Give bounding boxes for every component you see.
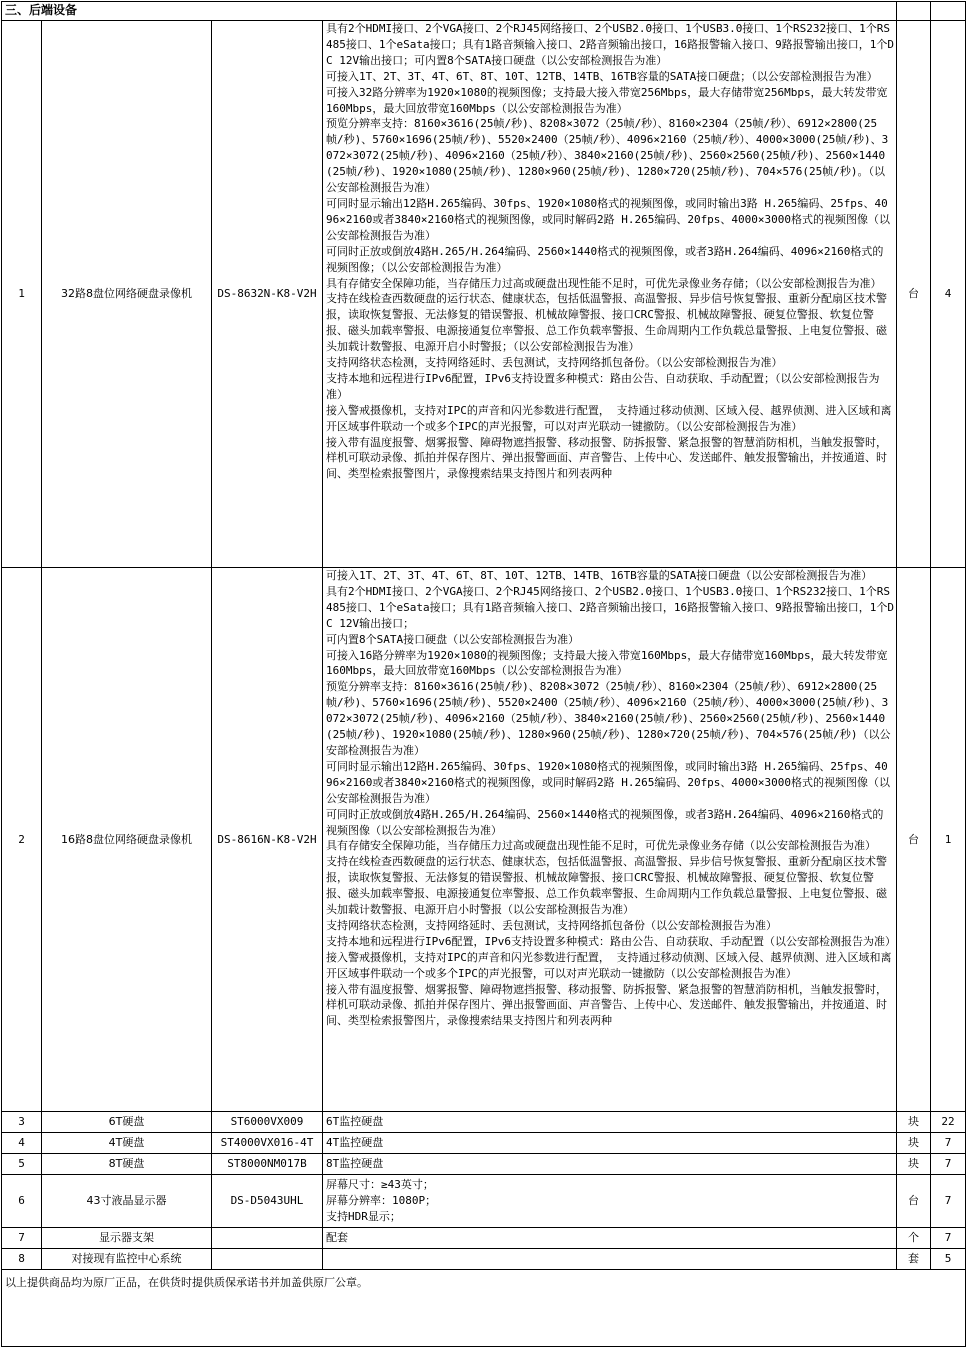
model-number: ST8000NM017B [212, 1154, 323, 1175]
unit: 块 [897, 1154, 931, 1175]
section-header-empty [931, 2, 966, 21]
row-number: 8 [2, 1249, 42, 1270]
product-name: 8T硬盘 [42, 1154, 212, 1175]
spec-line: 支持网络状态检测，支持网络延时、丢包测试，支持网络抓包备份（以公安部检测报告为准） [326, 918, 777, 932]
spec-line: 预览分辨率支持：8160×3616(25帧/秒)、8208×3072（25帧/秒）、8160×2304（25帧/秒）、6912×2800(25帧/秒)、5760×1696(25帧/秒)、5520×2400（25帧/秒）、4096×2160（25帧/秒）、4000×3000(25帧/秒)、3072×3072(25帧/秒)、4096×2160（25帧/秒）、3840×2160(25帧/秒)、2560×2560(25帧/秒)、2560×1440(25帧/秒)、1920×1080(25帧/秒)、1280×960(25帧/秒)、1280×720(25帧/秒)、704×576(25帧/秒)。（以公安部检测报告为准） [326, 117, 889, 195]
section-header-row [2, 2, 966, 21]
model-number [212, 1249, 323, 1270]
product-name: 4T硬盘 [42, 1133, 212, 1154]
table-row [2, 1133, 966, 1154]
product-name: 显示器支架 [42, 1228, 212, 1249]
table-row [2, 21, 966, 568]
spec-description [323, 1249, 897, 1270]
spec-line: 可同时正放或倒放4路H.265/H.264编码、2560×1440格式的视频图像，或者3路H.264编码、4096×2160格式的视频图像；（以公安部检测报告为准） [326, 244, 884, 274]
row-number: 5 [2, 1154, 42, 1175]
spec-line: 可同时显示输出12路H.265编码、30fps、1920×1080格式的视频图像，或同时输出3路 H.265编码、25fps、4096×2160或者3840×2160格式的视频图像，或同时解码2路 H.265编码、20fps、4000×3000格式的视频图像（以公安部检测报告为准） [326, 196, 891, 242]
spec-line: 屏幕分辨率：1080P； [326, 1194, 437, 1208]
product-name: 6T硬盘 [42, 1112, 212, 1133]
spec-line: 支持HDR显示； [326, 1209, 401, 1223]
spec-line: 具有存储安全保障功能，当存储压力过高或硬盘出现性能不足时，可优先录像业务存储（以公安部检测报告为准） [326, 839, 876, 853]
quantity: 5 [931, 1249, 966, 1270]
spec-line: 具有存储安全保障功能，当存储压力过高或硬盘出现性能不足时，可优先录像业务存储；（以公安部检测报告为准） [326, 276, 882, 290]
spec-line: 4T监控硬盘 [326, 1136, 384, 1150]
spec-line: 接入带有温度报警、烟雾报警、障碍物遮挡报警、移动报警、防拆报警、紧急报警的智慧消防相机，当触发报警时，样机可联动录像、抓拍并保存图片、弹出报警画面、声音警告、上传中心、发送邮件、触发报警输出，并按通道、时间、类型检索报警图片，录像搜索结果支持图片和列表两种 [326, 435, 887, 481]
spec-description [323, 21, 897, 568]
spec-line: 接入带有温度报警、烟雾报警、障碍物遮挡报警、移动报警、防拆报警、紧急报警的智慧消防相机，当触发报警时，样机可联动录像、抓拍并保存图片、弹出报警画面、声音警告、上传中心、发送邮件、触发报警输出，并按通道、时间、类型检索报警图片，录像搜索结果支持图片和列表两种 [326, 982, 887, 1028]
spec-line: 可接入32路分辨率为1920×1080的视频图像；支持最大接入带宽256Mbps，最大存储带宽256Mbps，最大转发带宽160Mbps，最大回放带宽160Mbps（以公安部检测报告为准） [326, 85, 888, 115]
equipment-table-body [2, 2, 966, 1347]
model-number: DS-D5043UHL [212, 1175, 323, 1228]
spec-line: 支持在线检查西数硬盘的运行状态、健康状态，包括低温警报、高温警报、异步信号恢复警报、重新分配扇区技术警报，读取恢复警报、无法修复的错误警报、机械故障警报、接口CRC警报、机械故障警报、硬复位警报、软复位警报、磁头加载率警报、电源接通复位率警报、总工作负载率警报、生命周期内工作负载总量警报、上电复位警报、磁头加载计数警报、电源开启小时警报；（以公安部检测报告为准） [326, 292, 887, 354]
spec-line: 可接入16路分辨率为1920×1080的视频图像；支持最大接入带宽160Mbps，最大存储带宽160Mbps，最大转发带宽160Mbps，最大回放带宽160Mbps（以公安部检测报告为准） [326, 648, 888, 678]
model-number: DS-8616N-K8-V2H [212, 568, 323, 1112]
row-number: 7 [2, 1228, 42, 1249]
row-number: 1 [2, 21, 42, 568]
unit: 台 [897, 21, 931, 568]
spec-line: 可同时正放或倒放4路H.265/H.264编码、2560×1440格式的视频图像，或者3路H.264编码、4096×2160格式的视频图像（以公安部检测报告为准） [326, 807, 884, 837]
table-row [2, 1154, 966, 1175]
quantity: 7 [931, 1133, 966, 1154]
section-title: 三、后端设备 [2, 2, 897, 21]
spec-description [323, 1154, 897, 1175]
spec-line: 接入警戒摄像机，支持对IPC的声音和闪光参数进行配置， 支持通过移动侦测、区域入侵、越界侦测、进入区域和离开区域事件联动一个或多个IPC的声光报警，可以对声光联动一键撤防（以公安部检测报告为准） [326, 950, 892, 980]
footer-note: 以上提供商品均为原厂正品，在供货时提供质保承诺书并加盖供原厂公章。 [2, 1270, 966, 1347]
spec-line: 具有2个HDMI接口、2个VGA接口、2个RJ45网络接口、2个USB2.0接口、1个USB3.0接口、1个RS232接口、1个RS485接口、1个eSata接口；具有1路音频输入接口、2路音频输出接口，16路报警输入接口、9路报警输出接口，1个DC 12V输出接口；可内置8个SATA接口硬盘（以公安部检测报告为准） [326, 22, 894, 67]
unit: 套 [897, 1249, 931, 1270]
quantity: 7 [931, 1154, 966, 1175]
spec-description [323, 1133, 897, 1154]
unit: 个 [897, 1228, 931, 1249]
spec-line: 可同时显示输出12路H.265编码、30fps、1920×1080格式的视频图像，或同时输出3路 H.265编码、25fps、4096×2160或者3840×2160格式的视频图像，或同时解码2路 H.265编码、20fps、4000×3000格式的视频图像（以公安部检测报告为准） [326, 759, 891, 805]
row-number: 6 [2, 1175, 42, 1228]
spec-line: 支持网络状态检测，支持网络延时、丢包测试，支持网络抓包备份。（以公安部检测报告为准） [326, 356, 783, 370]
spec-description [323, 568, 897, 1112]
quantity: 7 [931, 1228, 966, 1249]
spec-description [323, 1175, 897, 1228]
spec-line: 支持本地和远程进行IPv6配置，IPv6支持设置多种模式：路由公告、自动获取、手动配置；（以公安部检测报告为准） [326, 371, 880, 401]
model-number: ST4000VX016-4T [212, 1133, 323, 1154]
spec-line: 支持本地和远程进行IPv6配置，IPv6支持设置多种模式：路由公告、自动获取、手动配置（以公安部检测报告为准） [326, 934, 896, 948]
unit: 台 [897, 568, 931, 1112]
row-number: 3 [2, 1112, 42, 1133]
model-number [212, 1228, 323, 1249]
spec-line: 6T监控硬盘 [326, 1115, 384, 1129]
table-row [2, 1112, 966, 1133]
spec-description [323, 1228, 897, 1249]
footer-row [2, 1270, 966, 1347]
spec-line: 预览分辨率支持：8160×3616(25帧/秒)、8208×3072（25帧/秒）、8160×2304（25帧/秒）、6912×2800(25帧/秒)、5760×1696(25帧/秒)、5520×2400（25帧/秒）、4096×2160（25帧/秒）、4000×3000(25帧/秒)、3072×3072(25帧/秒)、4096×2160（25帧/秒）、3840×2160(25帧/秒)、2560×2560(25帧/秒)、2560×1440(25帧/秒)、1920×1080(25帧/秒)、1280×960(25帧/秒)、1280×720(25帧/秒)、704×576(25帧/秒)（以公安部检测报告为准） [326, 680, 891, 757]
unit: 块 [897, 1112, 931, 1133]
quantity: 1 [931, 568, 966, 1112]
table-row [2, 1249, 966, 1270]
spec-line: 配套 [326, 1231, 348, 1245]
product-name: 43寸液晶显示器 [42, 1175, 212, 1228]
table-row [2, 1228, 966, 1249]
quantity: 4 [931, 21, 966, 568]
spec-line: 接入警戒摄像机，支持对IPC的声音和闪光参数进行配置， 支持通过移动侦测、区域入侵、越界侦测、进入区域和离开区域事件联动一个或多个IPC的声光报警，可以对声光联动一键撤防。（以公安部检测报告为准） [326, 403, 892, 433]
spec-line: 可接入1T、2T、3T、4T、6T、8T、10T、12TB、14TB、16TB容量的SATA接口硬盘（以公安部检测报告为准） [326, 569, 873, 582]
quantity: 22 [931, 1112, 966, 1133]
section-header-empty [897, 2, 931, 21]
unit: 台 [897, 1175, 931, 1228]
spec-line: 可内置8个SATA接口硬盘（以公安部检测报告为准） [326, 632, 580, 646]
product-name: 对接现有监控中心系统 [42, 1249, 212, 1270]
spec-line: 屏幕尺寸：≥43英寸； [326, 1178, 434, 1192]
product-name: 32路8盘位网络硬盘录像机 [42, 21, 212, 568]
spec-line: 支持在线检查西数硬盘的运行状态、健康状态，包括低温警报、高温警报、异步信号恢复警报、重新分配扇区技术警报，读取恢复警报、无法修复的错误警报、机械故障警报、接口CRC警报、机械故障警报、硬复位警报、软复位警报、磁头加载率警报、电源接通复位率警报、总工作负载率警报、生命周期内工作负载总量警报、上电复位警报、磁头加载计数警报、电源开启小时警报（以公安部检测报告为准） [326, 855, 887, 917]
table-row [2, 568, 966, 1112]
quantity: 7 [931, 1175, 966, 1228]
spec-line: 具有2个HDMI接口、2个VGA接口、2个RJ45网络接口、2个USB2.0接口、1个USB3.0接口、1个RS232接口、1个RS485接口、1个eSata接口；具有1路音频输入接口、2路音频输出接口，16路报警输入接口、9路报警输出接口，1个DC 12V输出接口； [326, 584, 894, 630]
table-row [2, 1175, 966, 1228]
spec-description [323, 1112, 897, 1133]
row-number: 4 [2, 1133, 42, 1154]
model-number: ST6000VX009 [212, 1112, 323, 1133]
row-number: 2 [2, 568, 42, 1112]
spec-line: 8T监控硬盘 [326, 1157, 384, 1171]
spec-line: 可接入1T、2T、3T、4T、6T、8T、10T、12TB、14TB、16TB容量的SATA接口硬盘；（以公安部检测报告为准） [326, 69, 878, 83]
model-number: DS-8632N-K8-V2H [212, 21, 323, 568]
equipment-table [1, 1, 966, 1347]
product-name: 16路8盘位网络硬盘录像机 [42, 568, 212, 1112]
unit: 块 [897, 1133, 931, 1154]
